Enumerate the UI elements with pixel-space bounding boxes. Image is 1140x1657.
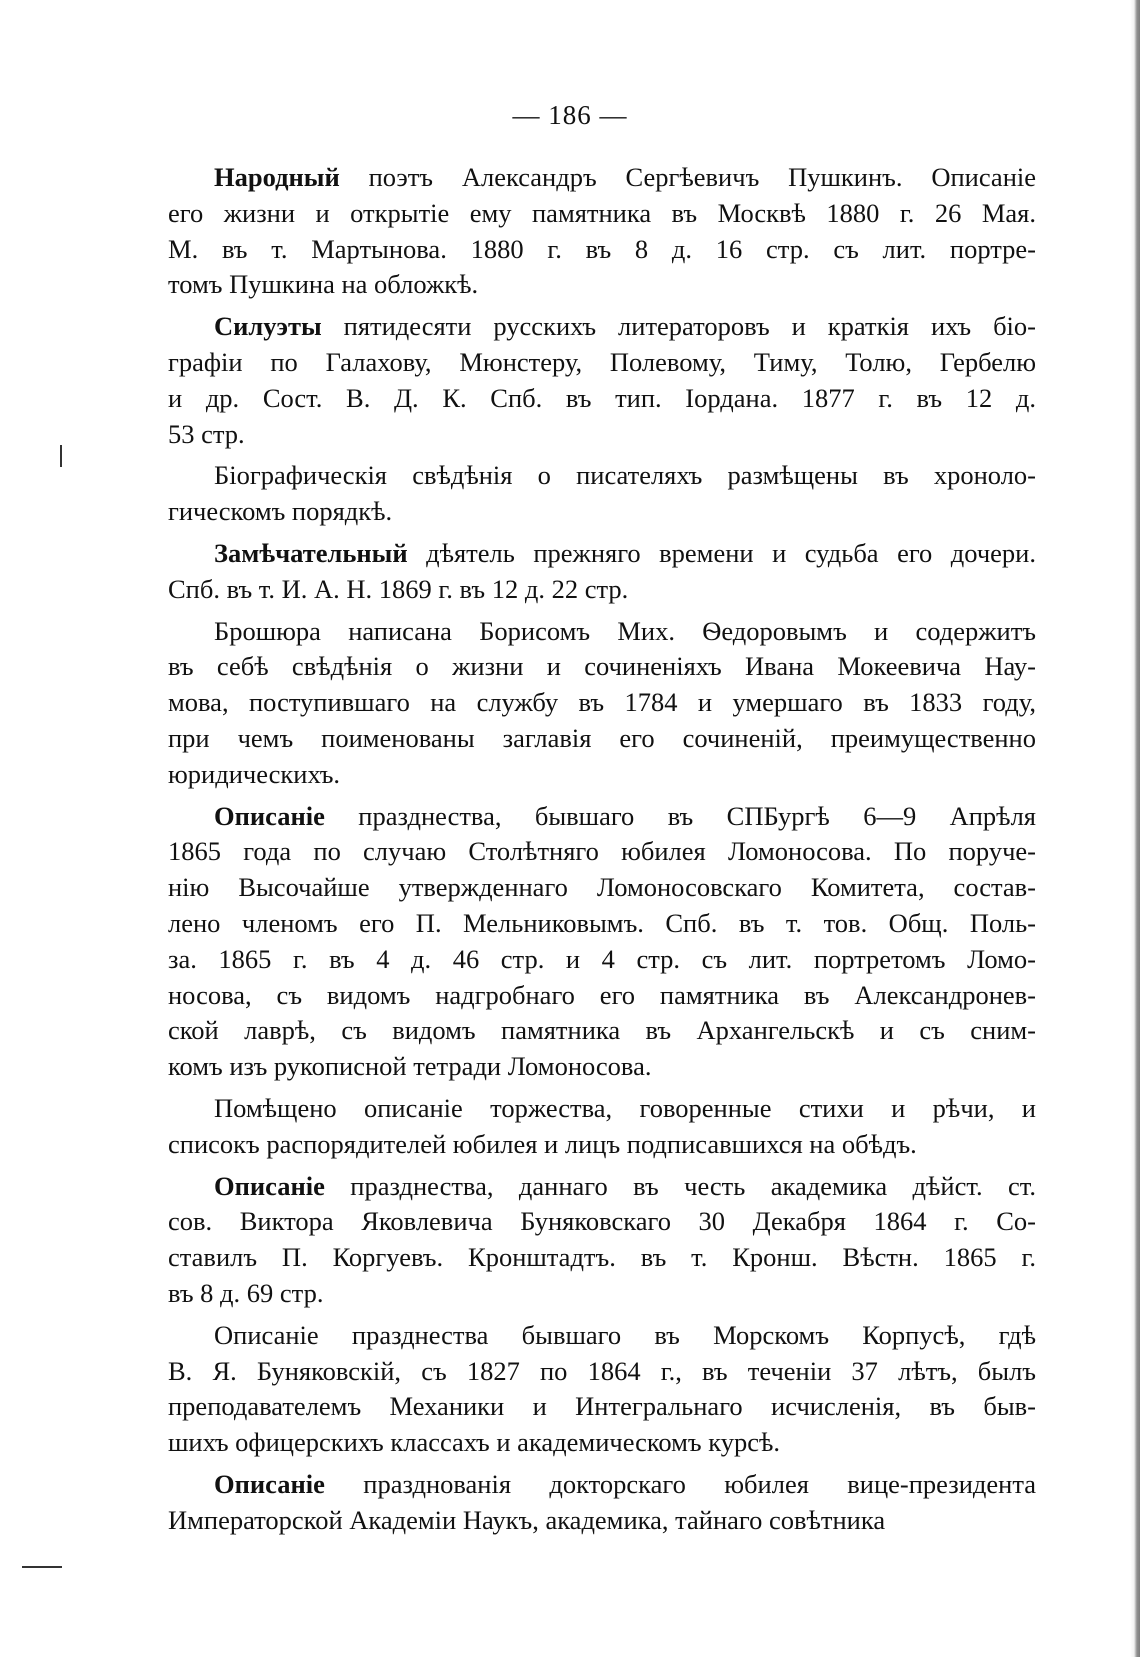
line-text: Біографическія свѣдѣнія о писателяхъ размѣщены въ хроноло- bbox=[214, 460, 1036, 491]
text-line: въ 8 д. 69 стр. bbox=[168, 1277, 324, 1308]
line-text: празднества, даннаго въ честь академика дѣйст. ст. bbox=[324, 1170, 1036, 1201]
text-line: Императорской Академіи Наукъ, академика, тайнаго совѣтника bbox=[168, 1504, 886, 1535]
text-line bbox=[168, 1169, 1036, 1205]
text-line: Спб. въ т. И. А. Н. 1869 г. въ 12 д. 22 стр. bbox=[168, 573, 629, 604]
text-line bbox=[168, 160, 1036, 196]
entry-keyword: Народный bbox=[214, 162, 340, 192]
line-text: празднества, бывшаго въ СПБургѣ 6—9 Апрѣля bbox=[324, 800, 1036, 831]
text-line: носова, съ видомъ надгробнаго его памятника въ Александронев- bbox=[168, 979, 1036, 1010]
text-line: за. 1865 г. въ 4 д. 46 стр. и 4 стр. съ лит. портретомъ Ломо- bbox=[168, 943, 1036, 974]
text-line: ской лаврѣ, съ видомъ памятника въ Архангельскѣ и съ сним- bbox=[168, 1015, 1036, 1046]
paragraph bbox=[168, 799, 1036, 1085]
entry-keyword: Силуэты bbox=[214, 311, 322, 342]
document-body bbox=[168, 160, 1036, 1544]
text-line: М. въ т. Мартынова. 1880 г. въ 8 д. 16 стр. съ лит. портре- bbox=[168, 233, 1036, 264]
paragraph bbox=[168, 458, 1036, 530]
text-line: юридическихъ. bbox=[168, 758, 341, 789]
text-line: 53 стр. bbox=[168, 418, 245, 449]
text-line bbox=[168, 458, 1036, 494]
text-line: сов. Виктора Яковлевича Буняковскаго 30 Декабря 1864 г. Со- bbox=[168, 1206, 1036, 1237]
text-line: графіи по Галахову, Мюнстеру, Полевому, Тиму, Толю, Гербелю bbox=[168, 346, 1036, 377]
line-text: Описаніе празднества бывшаго въ Морскомъ Корпусѣ, гдѣ bbox=[214, 1319, 1036, 1350]
text-line: лено членомъ его П. Мельниковымъ. Спб. въ т. тов. Общ. Поль- bbox=[168, 907, 1036, 938]
text-line: 1865 года по случаю Столѣтняго юбилея Ломоносова. По поруче- bbox=[168, 836, 1036, 867]
entry-keyword: Замѣчательный bbox=[214, 537, 408, 568]
text-line: и др. Сост. В. Д. К. Спб. въ тип. Іордана. 1877 г. въ 12 д. bbox=[168, 382, 1036, 413]
text-line bbox=[168, 1091, 1036, 1127]
text-line bbox=[168, 1467, 1036, 1503]
margin-mark bbox=[22, 1566, 62, 1568]
entry-keyword: Описаніе bbox=[214, 800, 325, 831]
text-line: преподавателемъ Механики и Интегральнаго исчисленія, въ быв- bbox=[168, 1391, 1036, 1422]
text-line: комъ изъ рукописной тетради Ломоносова. bbox=[168, 1051, 652, 1082]
line-text: празднованія докторскаго юбилея вице-президента bbox=[324, 1468, 1036, 1499]
text-line: его жизни и открытіе ему памятника въ Москвѣ 1880 г. 26 Мая. bbox=[168, 197, 1036, 228]
page-number: — 186 — bbox=[512, 100, 628, 130]
text-line: В. Я. Буняковскій, съ 1827 по 1864 г., въ теченіи 37 лѣтъ, былъ bbox=[168, 1355, 1036, 1386]
paragraph bbox=[168, 536, 1036, 608]
paragraph bbox=[168, 1091, 1036, 1163]
paragraph bbox=[168, 614, 1036, 793]
text-line: при чемъ поименованы заглавія его сочиненій, преимущественно bbox=[168, 722, 1036, 753]
line-text: дѣятель прежняго времени и судьба его дочери. bbox=[407, 537, 1036, 568]
line-text: поэтъ Александръ Сергѣевичъ Пушкинъ. Описаніе bbox=[339, 162, 1036, 192]
line-text: Помѣщено описаніе торжества, говоренные стихи и рѣчи, и bbox=[214, 1092, 1036, 1123]
line-text: Брошюра написана Борисомъ Мих. Ѳедоровымъ и содержитъ bbox=[214, 615, 1036, 646]
entry-keyword: Описаніе bbox=[214, 1468, 325, 1499]
paragraph bbox=[168, 1169, 1036, 1312]
paragraph bbox=[168, 309, 1036, 452]
text-line bbox=[168, 1318, 1036, 1354]
text-line bbox=[168, 614, 1036, 650]
paragraph bbox=[168, 160, 1036, 303]
text-line: списокъ распорядителей юбилея и лицъ подписавшихся на обѣдъ. bbox=[168, 1128, 917, 1159]
text-line: ставилъ П. Коргуевъ. Кронштадтъ. въ т. Кронш. Вѣстн. 1865 г. bbox=[168, 1242, 1036, 1273]
page-edge-shadow bbox=[1130, 0, 1140, 1657]
entry-keyword: Описаніе bbox=[214, 1170, 325, 1201]
text-line: мова, поступившаго на службу въ 1784 и умершаго въ 1833 году, bbox=[168, 687, 1036, 718]
text-line: гическомъ порядкѣ. bbox=[168, 496, 393, 527]
text-line bbox=[168, 536, 1036, 572]
text-line: томъ Пушкина на обложкѣ. bbox=[168, 269, 479, 300]
line-text: пятидесяти русскихъ литераторовъ и краткія ихъ біо- bbox=[321, 311, 1036, 342]
margin-mark bbox=[60, 445, 62, 467]
text-line: въ себѣ свѣдѣнія о жизни и сочиненіяхъ Ивана Мокеевича Нау- bbox=[168, 651, 1036, 682]
text-line bbox=[168, 799, 1036, 835]
paragraph bbox=[168, 1318, 1036, 1461]
paragraph bbox=[168, 1467, 1036, 1539]
text-line bbox=[168, 309, 1036, 345]
text-line: шихъ офицерскихъ классахъ и академическомъ курсѣ. bbox=[168, 1427, 781, 1458]
text-line: нію Высочайше утвержденнаго Ломоносовскаго Комитета, состав- bbox=[168, 872, 1036, 903]
